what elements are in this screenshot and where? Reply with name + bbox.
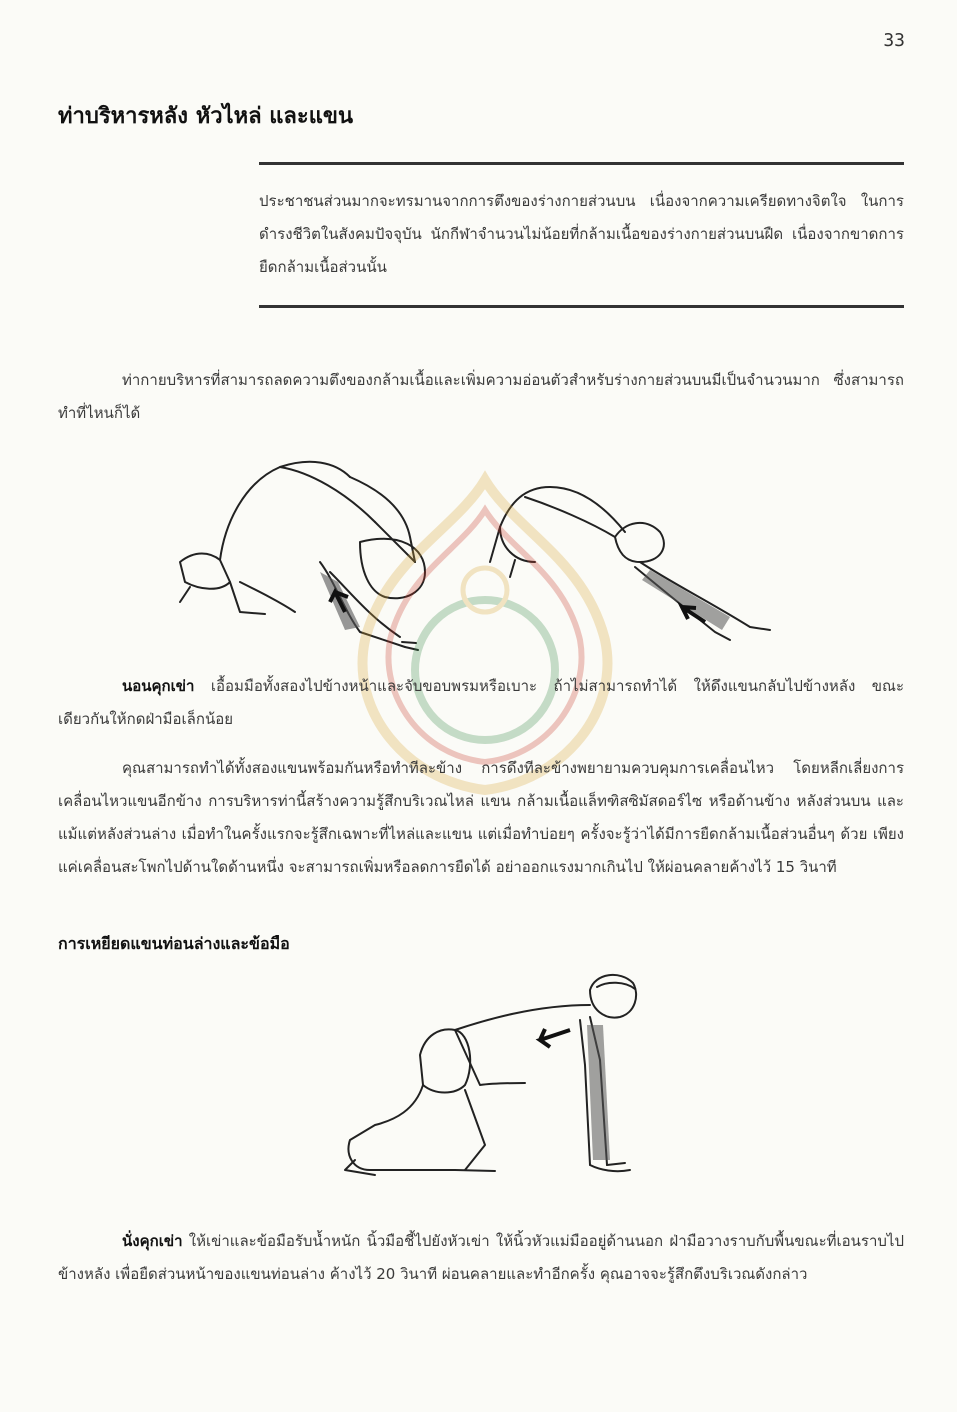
sit-kneel-paragraph bbox=[58, 1225, 904, 1291]
section-heading: การเหยียดแขนท่อนล่างและข้อมือ bbox=[58, 934, 290, 953]
intro-box bbox=[259, 162, 904, 308]
page-title: ท่าบริหารหลัง หัวไหล่ และแขน bbox=[58, 103, 353, 129]
kneeling-stretch-illustration bbox=[170, 452, 780, 662]
kneel-label: นอนคุกเข่า bbox=[122, 677, 195, 695]
both-arms-paragraph: คุณสามารถทำได้ทั้งสองแขนพร้อมกันหรือทำทีละข้าง การดึงทีละข้างพยายามควบคุมการเคลื่อนไหว โดยหลีกเลี่ยงการเคลื่อนไหวแขนอีกข้าง การบริหารท่านี้สร้างความรู้สึกบริเวณไหล่ แขน กล้ามเนื้อแล็ทฑิสซิมัสดอร์ไซ หรือด้านข้าง หลังส่วนบน และแม้แต่หลังส่วนล่าง เมื่อทำในครั้งแรกจะรู้สึกเฉพาะที่ไหล่และแขน แต่เมื่อทำบ่อยๆ ครั้งจะรู้ว่าได้มีการยืดกล้ามเนื้อส่วนอื่นๆ ด้วย เพียงแค่เคลื่อนสะโพกไปด้านใดด้านหนึ่ง จะสามารถเพิ่มหรือลดการยืดได้ อย่าออกแรงมากเกินไป ให้ผ่อนคลายค้างไว้ 15 วินาที bbox=[58, 759, 904, 876]
intro-text: ประชาชนส่วนมากจะทรมานจากการตึงของร่างกายส่วนบน เนื่องจากความเครียดทางจิตใจ ในการดำรงชีวิตในสังคมปัจจุบัน นักกีฬาจำนวนไม่น้อยที่กล้ามเนื้อของร่างกายส่วนบนฝืด เนื่องจากขาดการยืดกล้ามเนื้อส่วนนั้น bbox=[259, 192, 904, 276]
sit-kneel-text: ให้เข่าและข้อมือรับน้ำหนัก นิ้วมือชี้ไปยังหัวเข่า ให้นิ้วหัวแม่มืออยู่ด้านนอก ฝ่ามือวางราบกับพื้นขณะที่เอนราบไปข้างหลัง เพื่อยืดส่วนหน้าของแขนท่อนล่าง ค้างไว้ 20 วินาที ผ่อนคลายและทำอีกครั้ง คุณอาจจะรู้สึกตึงบริเวณดังกล่าว bbox=[58, 1232, 904, 1283]
intro-paragraph: ท่ากายบริหารที่สามารถลดความตึงของกล้ามเนื้อและเพิ่มความอ่อนตัวสำหรับร่างกายส่วนบนมีเป็นจำนวนมาก ซึ่งสามารถทำที่ไหนก็ได้ bbox=[58, 371, 904, 422]
all-fours-stretch-illustration bbox=[335, 965, 655, 1190]
sit-kneel-label: นั่งคุกเข่า bbox=[122, 1232, 183, 1250]
kneel-paragraph bbox=[58, 670, 904, 736]
kneel-text: เอื้อมมือทั้งสองไปข้างหน้าและจับขอบพรมหรือเบาะ ถ้าไม่สามารถทำได้ ให้ดึงแขนกลับไปข้างหลัง ขณะเดียวกันให้กดฝ่ามือเล็กน้อย bbox=[58, 677, 904, 728]
page-number: 33 bbox=[883, 30, 905, 51]
